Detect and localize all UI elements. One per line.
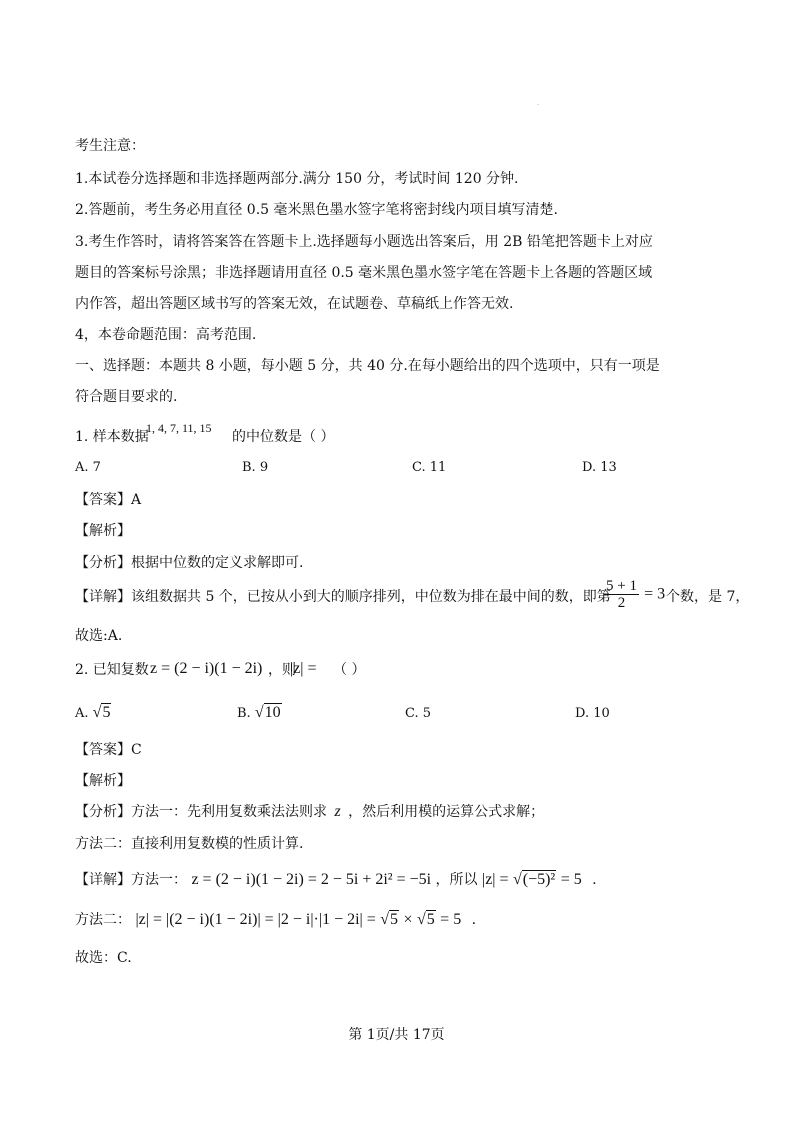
- q2-fenxi-z: z: [334, 803, 341, 820]
- q1-option-b: B. 9: [242, 460, 269, 475]
- q2-option-a-value: √5: [92, 704, 111, 721]
- q1-fraction: [604, 578, 665, 611]
- q1-sample-data: 1, 4, 7, 11, 15: [146, 421, 212, 435]
- q1-option-d: D. 13: [582, 460, 617, 475]
- q2-detail-equation: z = (2 − i)(1 − 2i) = 2 − 5i + 2i² = −5i: [191, 871, 432, 888]
- notice-item-2: 2.答题前，考生务必用直径 0.5 毫米黑色墨水签字笔将密封线内项目填写清楚.: [75, 202, 558, 218]
- q2-method-2-sqrt-2: √5: [416, 911, 435, 928]
- q2-detail-radicand: (−5)²: [522, 871, 556, 888]
- q2-detail-dot: .: [592, 872, 597, 888]
- notice-item-3-line-1: 3.考生作答时，请将答案答在答题卡上.选择题每小题选出答案后，用 2B 铅笔把答题卡上对应: [75, 234, 653, 250]
- q2-option-b-label: B.: [237, 706, 251, 721]
- section-title-line-1: 一、选择题：本题共 8 小题，每小题 5 分，共 40 分.在每小题给出的四个选项中，只有一项是: [75, 358, 660, 374]
- q2-method-2-sqrt-1: √5: [380, 911, 398, 928]
- notice-heading: 考生注意：: [75, 138, 145, 154]
- q2-detail-method-2: [75, 910, 476, 930]
- q2-method-2-dot: .: [471, 912, 477, 928]
- q1-fraction-body: [604, 578, 639, 611]
- q2-option-a-label: A.: [75, 706, 89, 721]
- q1-detail-prefix: 【详解】该组数据共 5 个，已按从小到大的顺序排列，中位数为排在最中间的数，即第: [75, 589, 611, 605]
- q2-option-b-radicand: 10: [264, 704, 281, 721]
- q1-choice: 故选:A.: [75, 628, 123, 644]
- q2-option-d: D. 10: [575, 706, 610, 721]
- q2-fenxi-part-1: 【分析】方法一：先利用复数乘法法则求: [75, 804, 327, 820]
- q2-detail-label: 【详解】方法一：: [75, 872, 187, 888]
- q2-detail-result: = 5: [560, 871, 582, 888]
- q1-fraction-result: = 3: [644, 585, 666, 603]
- q2-option-b: [237, 704, 282, 722]
- q2-choice: 故选：C.: [75, 950, 132, 966]
- q1-analysis-label: 【解析】: [75, 523, 131, 539]
- q2-detail-sqrt: √(−5)²: [512, 871, 556, 888]
- notice-item-3-line-2: 题目的答案标号涂黑；非选择题请用直径 0.5 毫米黑色墨水签字笔在答题卡上各题的答题区域: [75, 265, 653, 281]
- q2-fenxi-part-2: ，然后利用模的运算公式求解；: [348, 804, 545, 820]
- section-title-line-2: 符合题目要求的.: [75, 389, 178, 405]
- q2-method-2-radicand-1: 5: [390, 911, 398, 928]
- q1-fraction-numerator: 5 + 1: [606, 578, 637, 594]
- notice-item-1: 1.本试卷分选择题和非选择题两部分.满分 150 分，考试时间 120 分钟.: [75, 171, 519, 187]
- q2-detail-method-1: [75, 870, 597, 890]
- q1-answer: 【答案】A: [75, 492, 142, 508]
- scan-speck: [537, 104, 539, 105]
- q1-option-c: C. 11: [412, 460, 447, 475]
- q1-fenxi: 【分析】根据中位数的定义求解即可.: [75, 555, 304, 571]
- q1-detail-suffix: 个数，是 7，: [666, 589, 750, 605]
- q2-modulus: |z| =: [290, 660, 317, 677]
- q2-answer: 【答案】C: [75, 742, 142, 758]
- q2-method-2-equation: |z| = |(2 − i)(1 − 2i)| = |2 − i|·|1 − 2i| =: [135, 911, 376, 928]
- q2-method-2-radicand-2: 5: [426, 911, 435, 928]
- q2-paren: （ ）: [333, 662, 366, 678]
- q2-option-b-value: √10: [254, 704, 281, 721]
- q2-method-2-result: = 5: [440, 911, 462, 928]
- q1-fraction-denominator: 2: [617, 595, 626, 611]
- notice-item-3-line-3: 内作答，超出答题区域书写的答案无效，在试题卷、草稿纸上作答无效.: [75, 296, 514, 312]
- q2-detail-mid: ，所以: [435, 872, 478, 888]
- notice-item-4: 4，本卷命题范围：高考范围.: [75, 327, 257, 343]
- q1-detail: [75, 587, 611, 607]
- q1-stem-prefix: 1. 样本数据: [75, 429, 149, 445]
- q2-analysis-label: 【解析】: [75, 773, 131, 789]
- q2-fenxi: [75, 802, 544, 822]
- q2-stem-mid: ，则: [268, 662, 296, 678]
- q2-option-a: [75, 704, 111, 722]
- q2-option-a-radicand: 5: [102, 704, 111, 721]
- q2-option-c: C. 5: [405, 706, 432, 721]
- q2-stem-prefix: 2. 已知复数: [75, 662, 149, 678]
- q2-method-2-label: 方法二：: [75, 912, 131, 928]
- q2-method-2-times: ×: [403, 911, 413, 928]
- q2-method-2-summary: 方法二：直接利用复数模的性质计算.: [75, 836, 304, 852]
- q1-stem-suffix: 的中位数是（ ）: [232, 429, 335, 445]
- page-footer: 第 1页/共 17页: [348, 1027, 445, 1043]
- q2-expression: z = (2 − i)(1 − 2i): [150, 660, 263, 677]
- q1-option-a: A. 7: [75, 460, 101, 475]
- q2-detail-modulus: |z| =: [481, 871, 509, 888]
